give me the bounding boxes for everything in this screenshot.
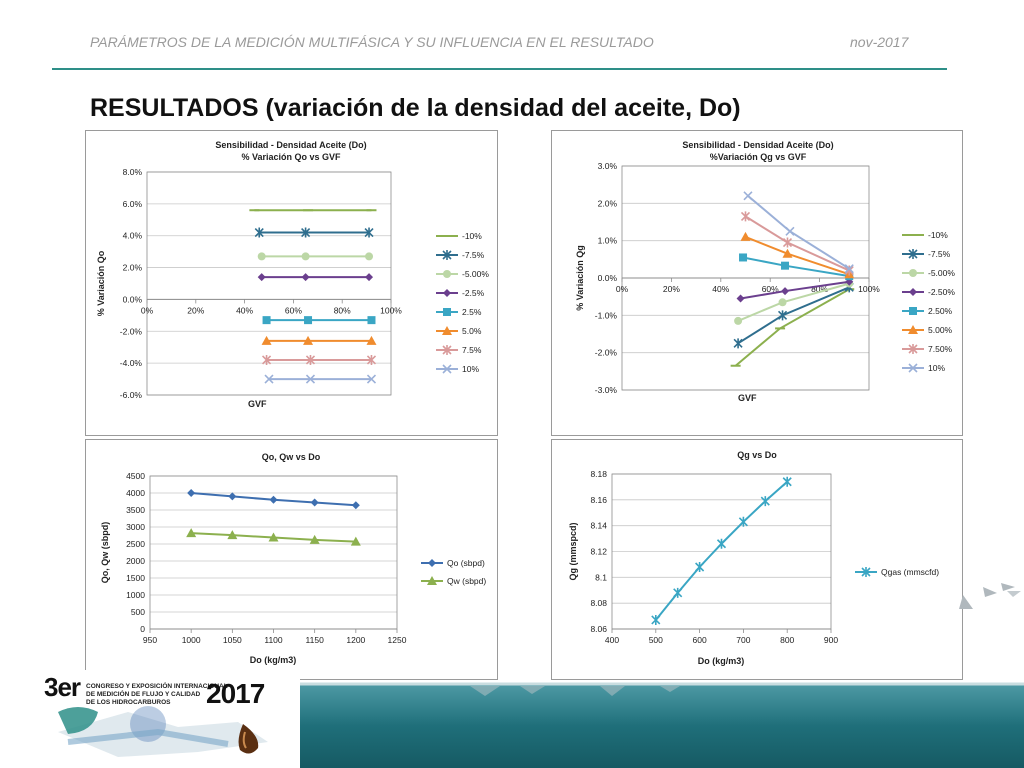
legend-label: 10%	[462, 364, 480, 374]
x-tick-label: 950	[142, 635, 158, 645]
data-point	[652, 615, 660, 625]
y-tick-label: 1500	[126, 573, 145, 583]
y-tick-label: 8.14	[590, 520, 607, 531]
x-tick-label: 400	[604, 635, 620, 645]
data-point	[367, 316, 375, 324]
y-tick-label: -2.0%	[594, 347, 617, 358]
congress-logo	[38, 672, 298, 768]
legend-entry	[436, 269, 489, 279]
y-tick-label: 3500	[126, 505, 145, 515]
chart-qg-vs-gvf	[552, 131, 962, 435]
y-tick-label: -6.0%	[119, 390, 142, 400]
chart-panel-qg-vs-gvf	[551, 130, 963, 436]
y-tick-label: 2.0%	[597, 198, 617, 209]
y-tick-label: 8.16	[590, 494, 607, 505]
gridlines	[612, 474, 831, 629]
logo-line-2: DE MEDICIÓN DE FLUJO Y CALIDAD	[86, 691, 201, 698]
x-tick-label: 500	[648, 635, 663, 645]
legend-marker	[443, 270, 451, 278]
legend-entry	[855, 567, 939, 577]
legend-entry	[421, 558, 485, 568]
legend-label: -10%	[928, 230, 948, 240]
chart-title: Qg vs Do	[737, 450, 777, 460]
y-tick-label: 1000	[126, 590, 145, 600]
x-tick-label: 80%	[333, 305, 351, 316]
legend-entry	[902, 249, 951, 259]
y-tick-label: 2000	[126, 556, 145, 566]
data-point	[718, 539, 726, 549]
legend-label: 5.00%	[928, 325, 953, 335]
x-tick-label: 0%	[615, 284, 629, 294]
series-3	[258, 252, 373, 260]
legend-entry	[902, 230, 948, 240]
series-6	[741, 232, 855, 278]
data-point	[352, 501, 360, 509]
series-5	[263, 316, 376, 324]
x-tick-label: 0%	[140, 305, 154, 316]
x-axis-label: Do (kg/m3)	[697, 656, 745, 666]
legend-label: -7.5%	[462, 250, 485, 260]
data-point	[786, 227, 794, 235]
y-axis-label: % Variación Qg	[575, 245, 585, 311]
legend-entry	[436, 345, 482, 355]
header-presentation-title: PARÁMETROS DE LA MEDICIÓN MULTIFÁSICA Y SU INFLUENCIA EN EL RESULTADO	[90, 34, 654, 50]
chart-title: Qo, Qw vs Do	[261, 452, 321, 462]
data-point	[742, 211, 750, 221]
x-tick-label: 60%	[284, 305, 302, 316]
logo-prefix: 3er	[44, 672, 81, 702]
legend-marker	[909, 288, 917, 296]
x-axis-label: GVF	[248, 399, 267, 409]
data-point	[741, 232, 751, 241]
data-point	[737, 295, 745, 303]
legend-marker	[909, 269, 917, 277]
x-tick-label: 100%	[380, 305, 402, 316]
legend-label: Qw (sbpd)	[447, 576, 487, 586]
y-tick-label: 3.0%	[597, 161, 617, 171]
chart-panel-qg-vs-do	[551, 439, 963, 680]
y-tick-label: -4.0%	[119, 358, 142, 369]
data-point	[696, 562, 704, 572]
data-point	[270, 496, 278, 504]
series-7	[742, 211, 854, 275]
legend-label: Qgas (mmscfd)	[881, 567, 940, 577]
legend-marker	[443, 308, 451, 316]
x-tick-label: 1250	[387, 635, 407, 645]
y-axis-label: % Variación Qo	[96, 250, 106, 317]
y-tick-label: 2.0%	[122, 262, 142, 273]
legend-entry	[902, 344, 953, 354]
x-tick-label: 1000	[181, 635, 201, 645]
legend-entry	[902, 363, 945, 373]
series-8	[265, 375, 375, 383]
header-divider	[52, 68, 947, 70]
data-point	[302, 252, 310, 260]
x-tick-label: 1050	[222, 635, 242, 645]
x-tick-label: 700	[736, 635, 751, 645]
legend-entry	[902, 287, 955, 297]
data-point	[739, 253, 747, 261]
data-point	[228, 492, 236, 500]
y-tick-label: 2500	[126, 539, 145, 549]
x-tick-label: 40%	[236, 305, 254, 316]
x-tick-label: 40%	[712, 284, 730, 294]
x-tick-label: 800	[780, 635, 795, 645]
series-line	[736, 289, 850, 366]
legend-entry	[902, 325, 953, 335]
data-point	[779, 298, 787, 306]
x-tick-label: 60%	[761, 284, 779, 294]
y-tick-label: 1.0%	[597, 235, 617, 246]
legend-label: -7.5%	[928, 249, 951, 259]
chart-subtitle: % Variación Qo vs GVF	[241, 152, 341, 162]
logo-year: 2017	[206, 678, 265, 709]
series-4	[258, 273, 373, 281]
y-tick-label: 3000	[126, 522, 145, 532]
chart-qo-qw-vs-do	[86, 440, 497, 679]
x-axis-label: Do (kg/m3)	[249, 655, 297, 665]
data-point	[739, 517, 747, 527]
data-point	[258, 273, 266, 281]
y-tick-label: 4000	[126, 488, 145, 498]
legend-label: -2.50%	[928, 287, 955, 297]
data-point	[365, 273, 373, 281]
series-1	[731, 289, 855, 366]
data-point	[744, 192, 752, 200]
legend-label: -5.00%	[928, 268, 955, 278]
data-point	[734, 338, 742, 348]
chart-qg-vs-do	[552, 440, 962, 679]
legend-entry	[421, 576, 486, 586]
y-tick-label: 6.0%	[122, 198, 142, 209]
x-tick-label: 80%	[811, 284, 829, 294]
y-axis-label: Qo, Qw (sbpd)	[100, 521, 110, 584]
data-point	[302, 273, 310, 281]
y-tick-label: 0.0%	[122, 294, 142, 305]
y-tick-label: 0	[140, 624, 145, 634]
legend-label: 7.5%	[462, 345, 482, 355]
legend-label: -2.5%	[462, 288, 485, 298]
chart-title: Sensibilidad - Densidad Aceite (Do)	[682, 140, 834, 150]
y-tick-label: 4500	[126, 471, 145, 481]
x-tick-label: 1100	[264, 635, 283, 645]
legend-label: 7.50%	[928, 344, 953, 354]
y-tick-label: 500	[130, 607, 145, 617]
header-date: nov-2017	[850, 34, 909, 50]
legend-marker	[443, 289, 451, 297]
data-point	[761, 496, 769, 506]
legend-entry	[902, 268, 955, 278]
slide-title: RESULTADOS (variación de la densidad del aceite, Do)	[90, 94, 741, 122]
data-point	[187, 489, 195, 497]
logo-line-1: CONGRESO Y EXPOSICIÓN INTERNACIONAL	[86, 683, 228, 690]
legend-label: 10%	[928, 363, 946, 373]
chart-panel-qo-vs-gvf	[85, 130, 498, 436]
series-6	[262, 336, 377, 345]
series-3	[734, 280, 853, 325]
legend-label: -5.00%	[462, 269, 489, 279]
legend-label: -10%	[462, 231, 482, 241]
y-tick-label: 8.08	[590, 598, 607, 609]
x-tick-label: 600	[692, 635, 707, 645]
legend-label: Qo (sbpd)	[447, 558, 485, 568]
y-tick-label: 4.0%	[122, 230, 142, 241]
y-tick-label: -3.0%	[594, 385, 617, 395]
x-tick-label: 20%	[662, 284, 680, 294]
x-tick-label: 1200	[346, 635, 366, 645]
decorative-arrows	[955, 575, 1024, 615]
y-axis-label: Qg (mmspcd)	[568, 522, 578, 581]
data-point	[783, 477, 791, 487]
series-2	[186, 528, 361, 546]
legend-entry	[436, 288, 485, 298]
y-tick-label: 8.1	[595, 572, 607, 583]
y-tick-label: 8.0%	[122, 167, 142, 177]
legend-entry	[902, 306, 953, 316]
data-point	[258, 252, 266, 260]
data-point	[783, 238, 791, 248]
series-1	[187, 489, 360, 509]
x-tick-label: 20%	[187, 305, 205, 316]
legend-marker	[428, 559, 436, 567]
x-tick-label: 1150	[305, 635, 324, 645]
data-point	[263, 316, 271, 324]
chart-title: Sensibilidad - Densidad Aceite (Do)	[215, 140, 367, 150]
legend-label: 2.5%	[462, 307, 482, 317]
data-point	[781, 262, 789, 270]
y-tick-label: -1.0%	[594, 310, 617, 321]
data-point	[365, 252, 373, 260]
series-line	[743, 257, 849, 276]
legend-entry	[436, 364, 479, 374]
data-point	[304, 316, 312, 324]
y-tick-label: 8.18	[590, 469, 607, 479]
series-1	[652, 477, 791, 625]
y-tick-label: 8.12	[590, 546, 607, 557]
legend-entry	[436, 231, 482, 241]
logo-line-3: DE LOS HIDROCARBUROS	[86, 699, 171, 706]
x-tick-label: 900	[823, 635, 839, 645]
chart-panel-qo-qw-vs-do	[85, 439, 498, 680]
series-line	[741, 282, 850, 299]
y-tick-label: -2.0%	[119, 326, 142, 337]
legend-marker	[909, 307, 917, 315]
legend-label: 5.0%	[462, 326, 482, 336]
legend-label: 2.50%	[928, 306, 953, 316]
x-tick-label: 100%	[858, 284, 880, 294]
legend-entry	[436, 326, 482, 336]
legend-entry	[436, 250, 485, 260]
data-point	[781, 287, 789, 295]
x-axis-label: GVF	[738, 393, 757, 403]
data-point	[674, 588, 682, 598]
chart-qo-vs-gvf	[86, 131, 497, 435]
chart-subtitle: %Variación Qg vs GVF	[709, 152, 807, 162]
y-tick-label: 0.0%	[597, 273, 617, 283]
y-tick-label: 8.06	[590, 624, 607, 634]
data-point	[734, 317, 742, 325]
legend-entry	[436, 307, 482, 317]
data-point	[311, 499, 319, 507]
